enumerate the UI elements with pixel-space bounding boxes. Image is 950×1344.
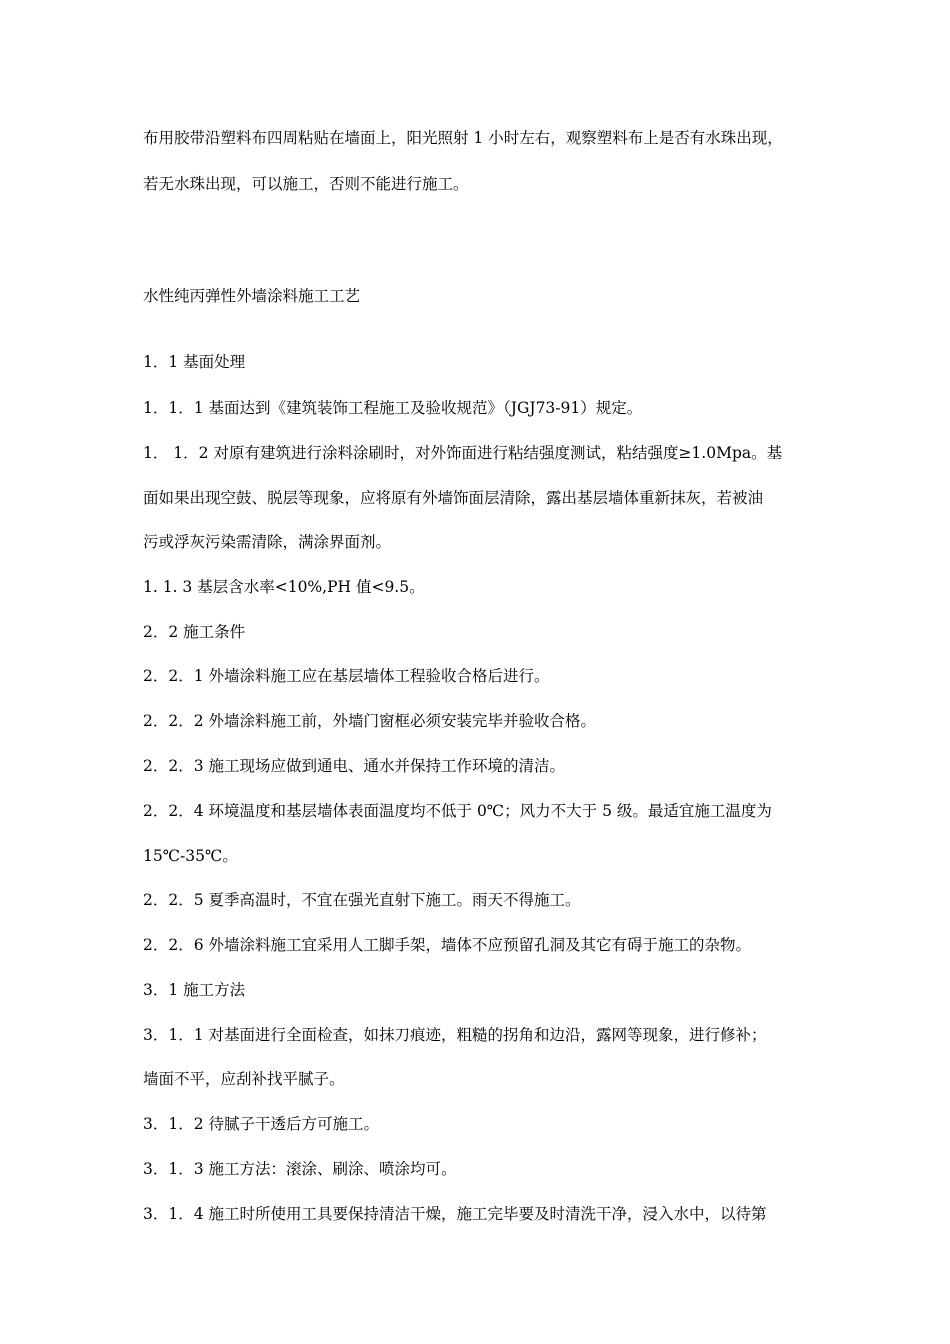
paragraph-line: 若无水珠出现，可以施工，否则不能进行施工。 [143,175,469,193]
paragraph-line: 面如果出现空鼓、脱层等现象，应将原有外墙饰面层清除，露出基层墙体重新抹灰，若被油 [143,489,764,507]
paragraph-line: 3．1．2 待腻子干透后方可施工。 [143,1115,380,1133]
paragraph-line: 2．2．5 夏季高温时，不宜在强光直射下施工。雨天不得施工。 [143,891,581,909]
paragraph-line: 2．2．3 施工现场应做到通电、通水并保持工作环境的清洁。 [143,757,566,775]
paragraph-line: 2．2．2 外墙涂料施工前，外墙门窗框必须安装完毕并验收合格。 [143,712,597,730]
paragraph-line: 1． 1．2 对原有建筑进行涂料涂刷时，对外饰面进行粘结强度测试，粘结强度≥1.0Mpa。基 [143,444,783,462]
paragraph-line: 2．2．1 外墙涂料施工应在基层墙体工程验收合格后进行。 [143,667,550,685]
paragraph-line: 3．1．1 对基面进行全面检查，如抹刀痕迹，粗糙的拐角和边沿，露网等现象，进行修补； [143,1026,767,1044]
section-heading: 3．1 施工方法 [143,981,246,999]
paragraph-line: 1. 1. 3 基层含水率<10%,PH 值<9.5。 [143,578,425,596]
paragraph-line: 污或浮灰污染需清除，满涂界面剂。 [143,533,392,551]
paragraph-line: 3．1．4 施工时所使用工具要保持清洁干燥，施工完毕要及时清洗干净，浸入水中，以待第 [143,1205,767,1223]
section-heading: 2．2 施工条件 [143,623,246,641]
paragraph-line: 2．2．6 外墙涂料施工宜采用人工脚手架，墙体不应预留孔洞及其它有碍于施工的杂物。 [143,936,752,954]
paragraph-line: 1．1．1 基面达到《建筑装饰工程施工及验收规范》（JGJ73-91）规定。 [143,399,643,417]
paragraph-line: 3．1．3 施工方法：滚涂、刷涂、喷涂均可。 [143,1160,457,1178]
section-title: 水性纯丙弹性外墙涂料施工工艺 [143,287,361,305]
paragraph-line: 墙面不平，应刮补找平腻子。 [143,1070,345,1088]
paragraph-line: 2．2．4 环境温度和基层墙体表面温度均不低于 0℃；风力不大于 5 级。最适宜施工温度为 [143,802,772,820]
paragraph-line: 布用胶带沿塑料布四周粘贴在墙面上，阳光照射 1 小时左右，观察塑料布上是否有水珠出现， [143,129,783,147]
paragraph-line: 15℃-35℃。 [143,847,238,865]
section-heading: 1．1 基面处理 [143,353,246,371]
